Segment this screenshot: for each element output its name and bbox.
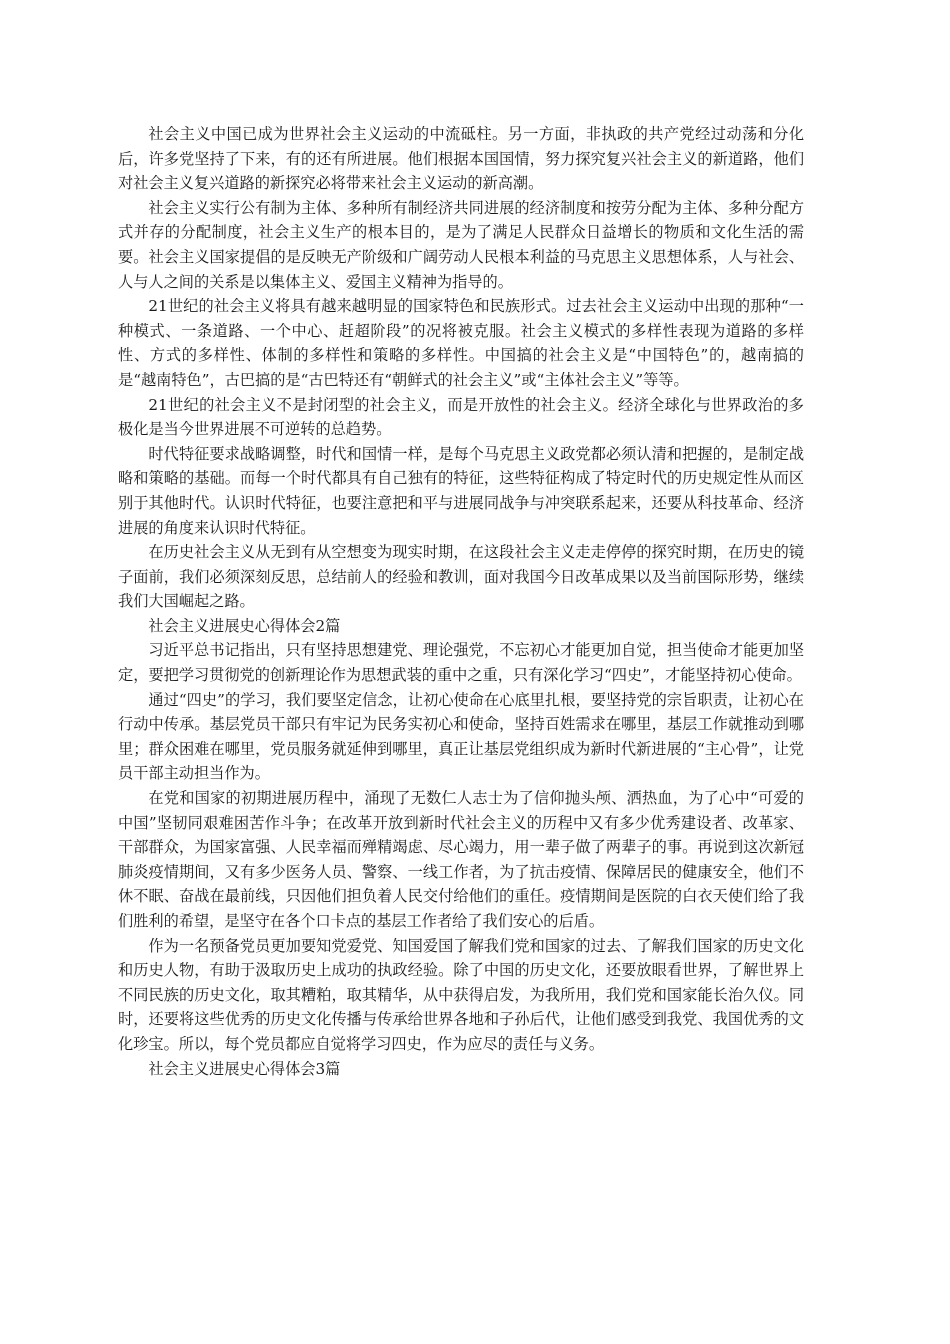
- paragraph-1: 社会主义中国已成为世界社会主义运动的中流砥柱。另一方面，非执政的共产党经过动荡和分化后，许多党坚持了下来，有的还有所进展。他们根据本国国情，努力探究复兴社会主义的新道路，他们对社会主义复兴道路的新探究必将带来社会主义运动的新高潮。: [118, 125, 804, 193]
- paragraph-6: 在历史社会主义从无到有从空想变为现实时期，在这段社会主义走走停停的探究时期，在历史的镜子面前，我们必须深刻反思，总结前人的经验和教训，面对我国今日改革成果以及当前国际形势，继续我们大国崛起之路。: [118, 543, 804, 611]
- paragraph-5: 时代特征要求战略调整，时代和国情一样，是每个马克思主义政党都必须认清和把握的，是制定战略和策略的基础。而每一个时代都具有自己独有的特征，这些特征构成了特定时代的历史规定性从而区别于其他时代。认识时代特征，也要注意把和平与进展同战争与冲突联系起来，还要从科技革命、经济进展的角度来认识时代特征。: [118, 444, 804, 537]
- paragraph-9: 在党和国家的初期进展历程中，涌现了无数仁人志士为了信仰抛头颅、洒热血，为了心中“可爱的中国”坚韧同艰难困苦作斗争；在改革开放到新时代社会主义的历程中又有多少优秀建设者、改革家、干部群众，为国家富强、人民幸福而殚精竭虑、尽心竭力，用一辈子做了两辈子的事。再说到这次新冠肺炎疫情期间，又有多少医务人员、警察、一线工作者，为了抗击疫情、保障居民的健康安全，他们不休不眠、奋战在最前线，只因他们担负着人民交付给他们的重任。疫情期间是医院的白衣天使们给了我们胜利的希望，是坚守在各个口卡点的基层工作者给了我们安心的后盾。: [118, 789, 804, 930]
- paragraph-3: 21世纪的社会主义将具有越来越明显的国家特色和民族形式。过去社会主义运动中出现的那种“一种模式、一条道路、一个中心、赶超阶段”的况将被克服。社会主义模式的多样性表现为道路的多样性、方式的多样性、体制的多样性和策略的多样性。中国搞的社会主义是“中国特色”的，越南搞的是“越南特色”，古巴搞的是“古巴特还有“朝鲜式的社会主义”或“主体社会主义”等等。: [118, 297, 804, 389]
- paragraph-7: 习近平总书记指出，只有坚持思想建党、理论强党，不忘初心才能更加自觉，担当使命才能更加坚定，要把学习贯彻党的创新理论作为思想武装的重中之重，只有深化学习“四史”，才能坚持初心使命。: [118, 641, 804, 685]
- paragraph-4: 21世纪的社会主义不是封闭型的社会主义，而是开放性的社会主义。经济全球化与世界政治的多极化是当今世界进展不可逆转的总趋势。: [118, 395, 804, 439]
- paragraph-10: 作为一名预备党员更加要知党爱党、知国爱国了解我们党和国家的过去、了解我们国家的历史文化和历史人物，有助于汲取历史上成功的执政经验。除了中国的历史文化，还要放眼看世界，了解世界上不同民族的历史文化，取其糟粕，取其精华，从中获得启发，为我所用，我们党和国家能长治久仪。同时，还要将这些优秀的历史文化传播与传承给世界各地和子孙后代，让他们感受到我党、我国优秀的文化珍宝。所以，每个党员都应自觉将学习四史，作为应尽的责任与义务。: [118, 936, 804, 1053]
- section-heading-3: 社会主义进展史心得体会3篇: [148, 1059, 341, 1078]
- paragraph-2: 社会主义实行公有制为主体、多种所有制经济共同进展的经济制度和按劳分配为主体、多种分配方式并存的分配制度，社会主义生产的根本目的，是为了满足人民群众日益增长的物质和文化生活的需要。社会主义国家提倡的是反映无产阶级和广阔劳动人民根本利益的马克思主义思想体系，人与社会、人与人之间的关系是以集体主义、爱国主义精神为指导的。: [118, 198, 804, 291]
- section-heading-2: 社会主义进展史心得体会2篇: [148, 616, 341, 635]
- document-body: [118, 122, 804, 1081]
- paragraph-8: 通过“四史”的学习，我们要坚定信念，让初心使命在心底里扎根，要坚持党的宗旨职责，让初心在行动中传承。基层党员干部只有牢记为民务实初心和使命，坚持百姓需求在哪里，基层工作就推动到哪里；群众困难在哪里，党员服务就延伸到哪里，真正让基层党组织成为新时代新进展的“主心骨”，让党员干部主动担当作为。: [118, 690, 804, 783]
